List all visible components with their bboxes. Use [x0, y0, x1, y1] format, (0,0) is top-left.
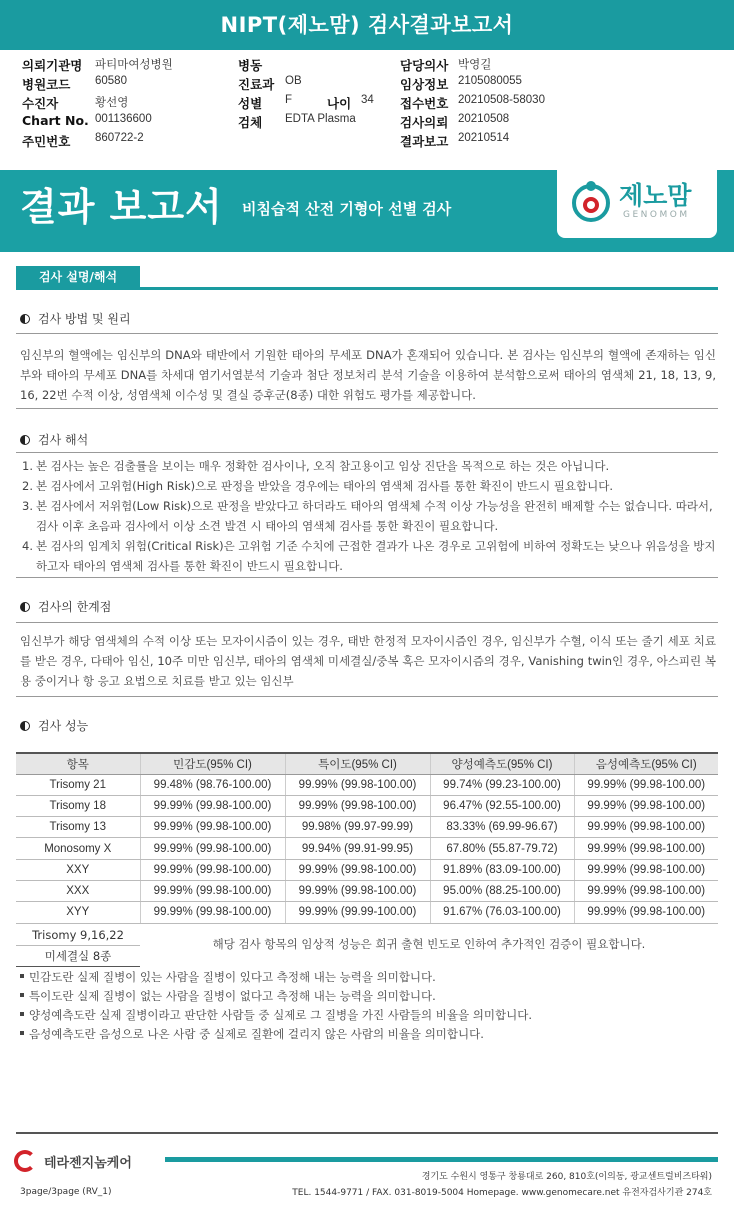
table-row [16, 817, 718, 838]
table-cell: 67.80% (55.87-79.72) [430, 838, 574, 859]
institution-label: 의뢰기관명 [22, 58, 83, 73]
company-name: 테라젠지놈케어 [44, 1156, 132, 1171]
table-row [16, 902, 718, 923]
doctor-label: 담당의사 [400, 58, 449, 73]
column-header: 특이도(95% CI) [285, 753, 430, 774]
sex-value: F [285, 94, 293, 106]
hero-banner [0, 170, 734, 252]
table-cell: 91.89% (83.09-100.00) [430, 859, 574, 880]
clinical-value: 2105080055 [458, 75, 522, 87]
table-cell: 99.99% (99.98-100.00) [574, 795, 718, 816]
report-title-bar [0, 0, 734, 50]
table-cell: 99.48% (98.76-100.00) [140, 774, 285, 795]
table-cell: 99.99% (99.98-100.00) [574, 859, 718, 880]
receipt-label: 접수번호 [400, 96, 449, 111]
table-cell: 99.99% (99.98-100.00) [140, 817, 285, 838]
genomom-logo [557, 170, 717, 238]
interp-list [22, 456, 718, 576]
receipt-value: 20210508-58030 [458, 94, 545, 106]
institution-value: 파티마여성병원 [95, 59, 173, 71]
table-cell: 99.99% (99.98-100.00) [285, 859, 430, 880]
ssn-label: 주민번호 [22, 134, 71, 149]
list-item: 양성예측도란 실제 질병이라고 판단한 사람들 중 실제로 그 질병을 가진 사람들의 비율을 의미합니다. [20, 1006, 532, 1025]
hero-subtitle: 비침습적 산전 기형아 선별 검사 [242, 200, 452, 218]
dept-label: 진료과 [238, 77, 275, 92]
request-value: 20210508 [458, 113, 510, 125]
interp-heading: 검사 해석 [20, 431, 88, 448]
table-cell: XXY [16, 859, 140, 880]
bullet-icon [20, 1012, 24, 1016]
footer-accent-bar [165, 1157, 718, 1162]
method-body: 임신부의 혈액에는 임신부의 DNA와 태반에서 기원한 태아의 무세포 DNA가 혼재되어 있습니다. 본 검사는 임신부의 혈액에 존재하는 임신부와 태아의 무세포 DNA를 차세대 염기서열분석 기술과 첨단 정보처리 분석 기술을 이용하여 분석함으로써 태아의 염색체 21, 18, 13, 9, 16, 22번 수적 이상, 성염색체 이수성 및 결실 증후군(8종) 대한 위험도 평가를 제공합니다. [20, 348, 716, 402]
table-cell: 95.00% (88.25-100.00) [430, 880, 574, 901]
divider [16, 696, 718, 697]
table-row [16, 880, 718, 901]
table-cell: 99.99% (99.98-100.00) [140, 859, 285, 880]
table-row [16, 774, 718, 795]
logo-subtext: GENOMOM [623, 210, 690, 220]
sex-label: 성별 [238, 96, 263, 111]
report-value: 20210514 [458, 132, 510, 144]
hospital-code-value: 60580 [95, 75, 127, 87]
note-item-trisomy: Trisomy 9,16,22 [16, 925, 140, 946]
ssn-value: 860722-2 [95, 132, 144, 144]
specimen-value: EDTA Plasma [285, 113, 356, 125]
column-header: 항목 [16, 753, 140, 774]
method-heading: 검사 방법 및 원리 [20, 310, 131, 327]
age-label: 나이 [327, 96, 352, 111]
footer-contact: TEL. 1544-9771 / FAX. 031-8019-5004 Homepage. www.genomecare.net 유전자검사기관 274호 [292, 1188, 712, 1198]
table-cell: 99.99% (99.98-100.00) [574, 880, 718, 901]
hospital-code-label: 병원코드 [22, 77, 71, 92]
chart-value: 001136600 [95, 113, 152, 125]
column-header: 민감도(95% CI) [140, 753, 285, 774]
hero-title: 결과 보고서 [20, 185, 223, 229]
table-cell: 99.99% (99.98-100.00) [574, 838, 718, 859]
table-row [16, 838, 718, 859]
table-cell: 96.47% (92.55-100.00) [430, 795, 574, 816]
note-text: 해당 검사 항목의 임상적 성능은 희귀 출현 빈도로 인하여 추가적인 검증이 필요합니다. [212, 937, 646, 951]
section-divider [16, 287, 718, 290]
request-label: 검사의뢰 [400, 115, 449, 130]
list-item: 음성예측도란 음성으로 나온 사람 중 실제로 질환에 걸리지 않은 사람의 비율을 의미합니다. [20, 1025, 532, 1044]
specimen-label: 검체 [238, 115, 263, 130]
table-header [16, 753, 718, 774]
doctor-value: 박영길 [458, 59, 492, 71]
patient-info [0, 50, 734, 152]
table-cell: 99.99% (99.98-100.00) [140, 902, 285, 923]
definitions-list [20, 968, 532, 1044]
performance-heading: 검사 성능 [20, 717, 88, 734]
divider [16, 452, 718, 453]
divider [16, 333, 718, 334]
table-row [16, 859, 718, 880]
divider [16, 408, 718, 409]
genomom-logo-icon [569, 179, 613, 223]
collector-label: 수진자 [22, 96, 59, 111]
ward-label: 병동 [238, 58, 263, 73]
table-cell: 99.99% (99.98-100.00) [574, 774, 718, 795]
table-cell: Trisomy 21 [16, 774, 140, 795]
report-title: NIPT(제노맘) 검사결과보고서 [220, 13, 514, 37]
footer-address: 경기도 수원시 영통구 창룡대로 260, 810호(이의동, 광교센트럴비즈타워) [421, 1172, 712, 1182]
table-cell: 99.98% (99.97-99.99) [285, 817, 430, 838]
list-item: 특이도란 실제 질병이 없는 사람을 질병이 없다고 측정해 내는 능력을 의미합니다. [20, 987, 532, 1006]
list-item: 민감도란 실제 질병이 있는 사람을 질병이 있다고 측정해 내는 능력을 의미합니다. [20, 968, 532, 987]
table-cell: 99.99% (99.98-100.00) [140, 795, 285, 816]
report-label: 결과보고 [400, 134, 449, 149]
list-item: 2. 본 검사에서 고위험(High Risk)으로 판정을 받았을 경우에는 태아의 염색체 검사를 통한 확진이 반드시 필요합니다. [22, 479, 613, 493]
table-cell: 99.99% (99.98-100.00) [574, 902, 718, 923]
page-number: 3page/3page (RV_1) [20, 1187, 112, 1197]
chart-label: Chart No. [22, 113, 89, 128]
table-cell: XYY [16, 902, 140, 923]
table-cell: Trisomy 13 [16, 817, 140, 838]
table-cell: 99.99% (99.99-100.00) [285, 902, 430, 923]
table-cell: 99.99% (99.98-100.00) [285, 880, 430, 901]
half-circle-icon [20, 602, 30, 612]
table-cell: 83.33% (69.99-96.67) [430, 817, 574, 838]
table-cell: 99.99% (99.98-100.00) [285, 795, 430, 816]
table-row [16, 795, 718, 816]
performance-table [16, 752, 718, 924]
footer-divider [16, 1132, 718, 1134]
divider [16, 577, 718, 578]
table-cell: 99.99% (99.98-100.00) [574, 817, 718, 838]
list-item: 1. 본 검사는 높은 검출률을 보이는 매우 정확한 검사이나, 오직 참고용이고 임상 진단을 목적으로 하는 것은 아닙니다. [22, 459, 610, 473]
table-cell: Trisomy 18 [16, 795, 140, 816]
divider [16, 622, 718, 623]
collector-value: 황선영 [95, 97, 129, 109]
logo-text: 제노맘 [619, 181, 692, 210]
table-cell: XXX [16, 880, 140, 901]
half-circle-icon [20, 721, 30, 731]
clinical-label: 임상정보 [400, 77, 449, 92]
limits-heading: 검사의 한계점 [20, 598, 111, 615]
limits-body: 임신부가 해당 염색체의 수적 이상 또는 모자이시즘이 있는 경우, 태반 한정적 모자이시즘인 경우, 임신부가 수혈, 이식 또는 줄기 세포 치료를 받은 경우, 다태아 임신, 10주 미만 임신부, 태아의 염색체 미세결실/중복 혹은 모자이시즘의 경우, Vanishing twin인 경우, 아스피린 복용 중이거나 항 응고 요법으로 치료를 받고 있는 임신부 [20, 634, 716, 688]
table-cell: 99.99% (99.98-100.00) [140, 838, 285, 859]
company-logo-icon [14, 1150, 36, 1172]
table-cell: 99.99% (99.98-100.00) [285, 774, 430, 795]
bullet-icon [20, 1031, 24, 1035]
list-item: 4. 본 검사의 임계치 위험(Critical Risk)은 고위험 기준 수치에 근접한 결과가 나온 경우로 고위험에 비하여 정확도는 낮으나 위음성을 방지하고자 태아의 염색체 검사를 통한 확진이 반드시 필요합니다. [22, 539, 716, 573]
note-item-microdeletion: 미세결실 8종 [16, 946, 140, 967]
age-value: 34 [361, 94, 374, 106]
bullet-icon [20, 993, 24, 997]
table-cell: 91.67% (76.03-100.00) [430, 902, 574, 923]
table-cell: 99.94% (99.91-99.95) [285, 838, 430, 859]
half-circle-icon [20, 314, 30, 324]
table-cell: 99.74% (99.23-100.00) [430, 774, 574, 795]
performance-note [16, 925, 718, 967]
dept-value: OB [285, 75, 302, 87]
table-cell: Monosomy X [16, 838, 140, 859]
table-cell: 99.99% (99.98-100.00) [140, 880, 285, 901]
section-tab: 검사 설명/해석 [16, 266, 140, 288]
half-circle-icon [20, 435, 30, 445]
column-header: 음성예측도(95% CI) [574, 753, 718, 774]
column-header: 양성예측도(95% CI) [430, 753, 574, 774]
bullet-icon [20, 974, 24, 978]
list-item: 3. 본 검사에서 저위험(Low Risk)으로 판정을 받았다고 하더라도 태아의 염색체 수적 이상 가능성을 완전히 배제할 수는 없습니다. 따라서, 검사 이후 초음파 검사에서 이상 소견 발견 시 태아의 염색체 검사를 통한 확진이 필요합니다. [22, 499, 713, 533]
